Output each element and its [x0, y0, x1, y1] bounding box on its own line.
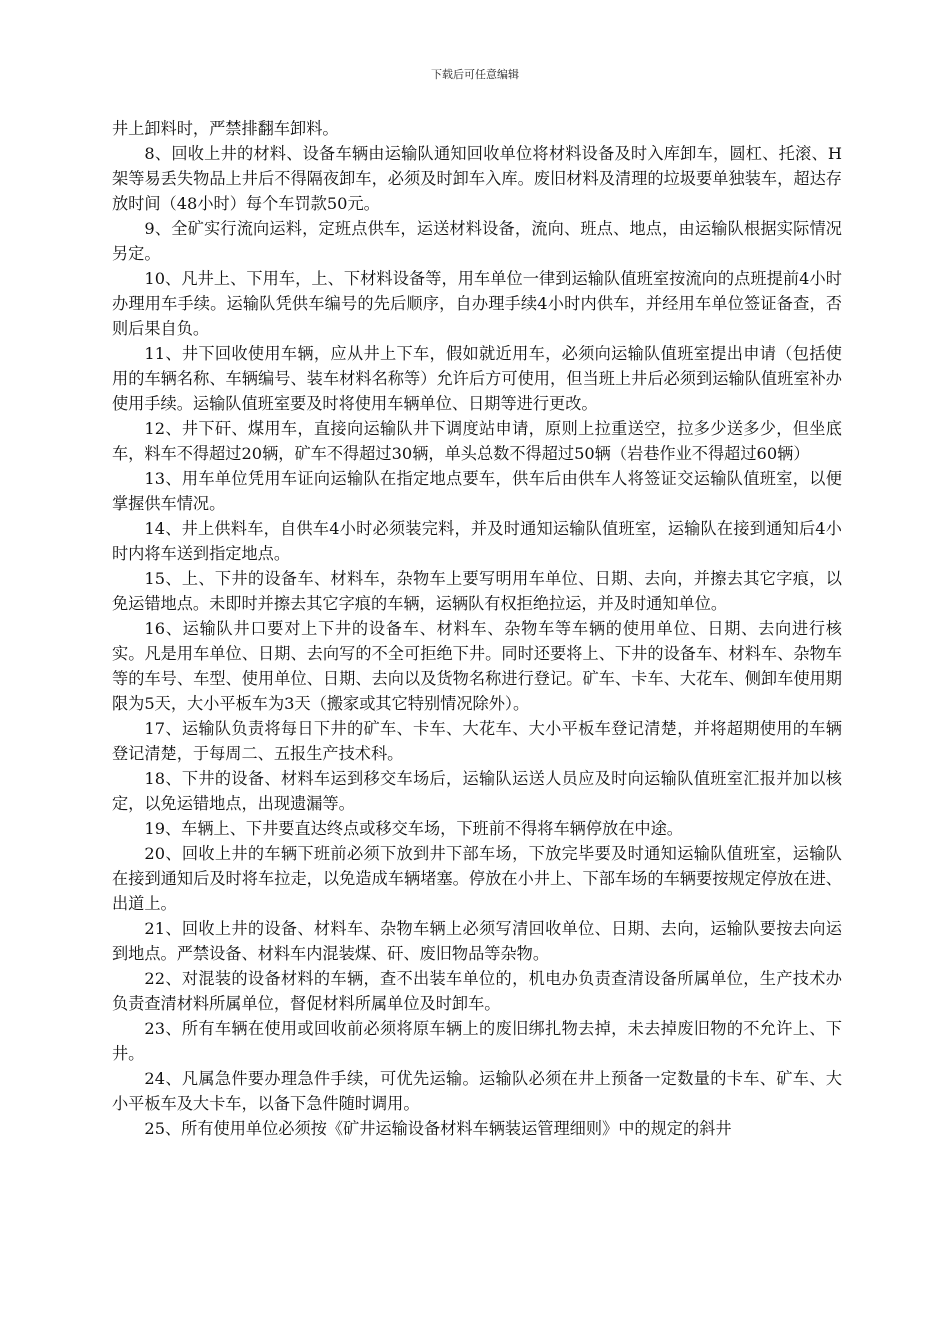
- paragraph-item-18: 18、下井的设备、材料车运到移交车场后，运输队运送人员应及时向运输队值班室汇报并加以核定，以免运错地点，出现遗漏等。: [112, 769, 842, 813]
- paragraph-item-13: 13、用车单位凭用车证向运输队在指定地点要车，供车后由供车人将签证交运输队值班室，以便掌握供车情况。: [112, 469, 842, 513]
- paragraph-item-9: 9、全矿实行流向运料，定班点供车，运送材料设备，流向、班点、地点，由运输队根据实际情况另定。: [112, 219, 842, 263]
- paragraph-continuation: 井上卸料时，严禁排翻车卸料。: [112, 119, 339, 138]
- page-header: 下载后可任意编辑: [431, 68, 519, 81]
- paragraph-item-12: 12、井下矸、煤用车，直接向运输队井下调度站申请，原则上拉重送空，拉多少送多少，但坐底车，料车不得超过20辆，矿车不得超过30辆，单头总数不得超过50辆（岩巷作业不得超过60辆）: [112, 419, 842, 463]
- paragraph-item-10: 10、凡井上、下用车，上、下材料设备等，用车单位一律到运输队值班室按流向的点班提前4小时办理用车手续。运输队凭供车编号的先后顺序，自办理手续4小时内供车，并经用车单位签证备查，否则后果自负。: [112, 269, 842, 338]
- paragraph-item-11: 11、井下回收使用车辆，应从井上下车，假如就近用车，必须向运输队值班室提出申请（包括使用的车辆名称、车辆编号、装车材料名称等）允许后方可使用，但当班上井后必须到运输队值班室补办使用手续。运输队值班室要及时将使用车辆单位、日期等进行更改。: [112, 344, 842, 413]
- document-body: [112, 116, 842, 1141]
- paragraph-item-21: 21、回收上井的设备、材料车、杂物车辆上必须写清回收单位、日期、去向，运输队要按去向运到地点。严禁设备、材料车内混装煤、矸、废旧物品等杂物。: [112, 919, 842, 963]
- paragraph-item-14: 14、井上供料车，自供车4小时必须装完料，并及时通知运输队值班室，运输队在接到通知后4小时内将车送到指定地点。: [112, 519, 842, 563]
- paragraph-item-19: 19、车辆上、下井要直达终点或移交车场，下班前不得将车辆停放在中途。: [144, 819, 683, 838]
- paragraph-item-8: 8、回收上井的材料、设备车辆由运输队通知回收单位将材料设备及时入库卸车，圆杠、托滚、H架等易丢失物品上井后不得隔夜卸车，必须及时卸车入库。废旧材料及清理的垃圾要单独装车，超达存放时间（48小时）每个车罚款50元。: [112, 144, 842, 213]
- paragraph-item-15: 15、上、下井的设备车、材料车，杂物车上要写明用车单位、日期、去向，并擦去其它字痕，以免运错地点。未即时并擦去其它字痕的车辆，运辆队有权拒绝拉运，并及时通知单位。: [112, 569, 842, 613]
- paragraph-item-22: 22、对混装的设备材料的车辆，查不出装车单位的，机电办负责查清设备所属单位，生产技术办负责查清材料所属单位，督促材料所属单位及时卸车。: [112, 969, 842, 1013]
- paragraph-item-17: 17、运输队负责将每日下井的矿车、卡车、大花车、大小平板车登记清楚，并将超期使用的车辆登记清楚，于每周二、五报生产技术科。: [112, 719, 842, 763]
- paragraph-item-20: 20、回收上井的车辆下班前必须下放到井下部车场，下放完毕要及时通知运输队值班室，运输队在接到通知后及时将车拉走，以免造成车辆堵塞。停放在小井上、下部车场的车辆要按规定停放在进、出道上。: [112, 844, 842, 913]
- paragraph-item-24: 24、凡属急件要办理急件手续，可优先运输。运输队必须在井上预备一定数量的卡车、矿车、大小平板车及大卡车，以备下急件随时调用。: [112, 1069, 842, 1113]
- paragraph-item-23: 23、所有车辆在使用或回收前必须将原车辆上的废旧绑扎物去掉，未去掉废旧物的不允许上、下井。: [112, 1019, 842, 1063]
- paragraph-item-16: 16、运输队井口要对上下井的设备车、材料车、杂物车等车辆的使用单位、日期、去向进行核实。凡是用车单位、日期、去向写的不全可拒绝下井。同时还要将上、下井的设备车、材料车、杂物车等的车号、车型、使用单位、日期、去向以及货物名称进行登记。矿车、卡车、大花车、侧卸车使用期限为5天，大小平板车为3天（搬家或其它特别情况除外）。: [112, 619, 842, 713]
- paragraph-item-25: 25、所有使用单位必须按《矿井运输设备材料车辆装运管理细则》中的规定的斜井: [144, 1119, 732, 1138]
